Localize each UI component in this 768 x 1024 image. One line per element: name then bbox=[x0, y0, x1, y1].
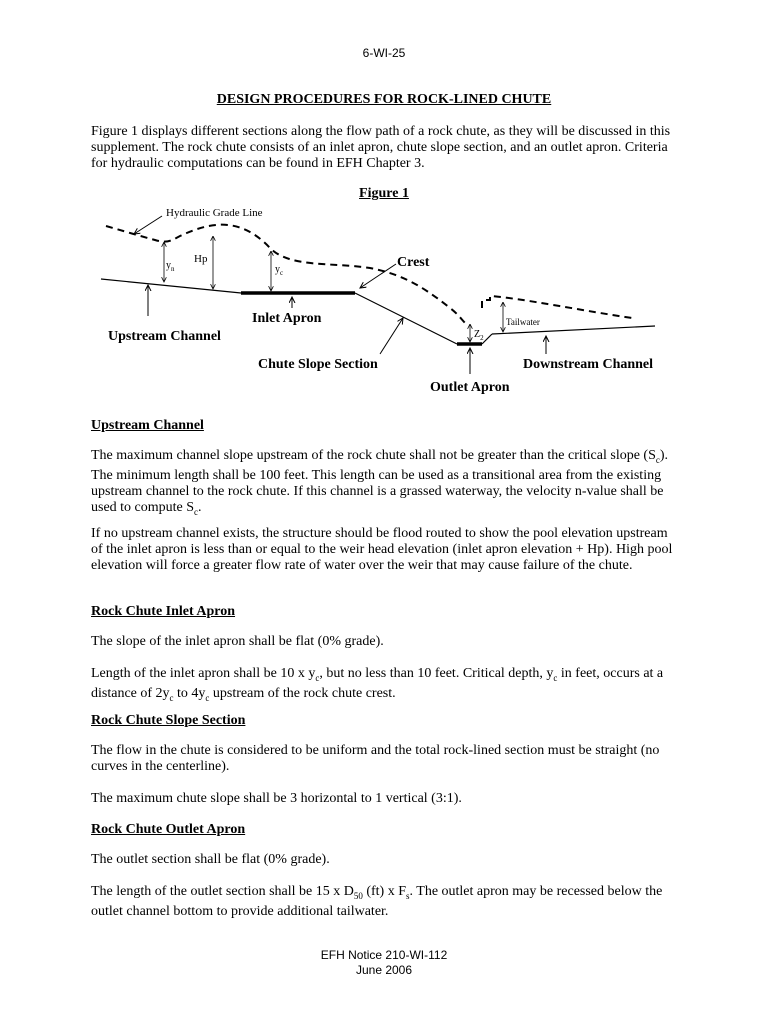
outlet-paragraph-1: The outlet section shall be flat (0% grade). bbox=[91, 852, 330, 867]
hp-label: Hp bbox=[194, 253, 208, 265]
crest-label: Crest bbox=[397, 255, 430, 270]
z2-label: $Z_2$ bbox=[474, 329, 484, 342]
upstream-paragraph-2: If no upstream channel exists, the structure should be flood routed to show the pool elevation upstream of the inlet apron is less than or equal to the weir head elevation (inlet apron elevation + Hp). High pool elevation will force a greater flow rate of water over the weir that may cause failure of the chute. bbox=[91, 526, 673, 573]
document-title: DESIGN PROCEDURES FOR ROCK-LINED CHUTE bbox=[216, 92, 552, 107]
yn-label: $y_n$ bbox=[166, 260, 175, 273]
upstream-paragraph-1: The maximum channel slope upstream of the rock chute shall not be greater than the critical slope $(S_c)$. The minimum length shall be 100 feet. This length can be used as a transitional area from the existing upstream channel to the rock chute. If this channel is a grassed waterway, the velocity n-value shall be used to compute $S_c$. bbox=[91, 448, 669, 517]
chute-slope-line bbox=[355, 293, 457, 344]
intro-paragraph: Figure 1 displays different sections along the flow path of a rock chute, as they will be discussed in this supplement. The rock chute consists of an inlet apron, chute slope section, and an outlet apron. Criteria for hydraulic computations can be found in EFH Chapter 3. bbox=[91, 124, 671, 171]
hgl-label: Hydraulic Grade Line bbox=[166, 207, 263, 219]
tailwater-label: Tailwater bbox=[506, 317, 540, 327]
outlet-apron-label: Outlet Apron bbox=[430, 380, 510, 395]
outlet-paragraph-2: The length of the outlet section shall be 15 x $D_{50}$ (ft) x $F_s$. The outlet apron may be recessed below the outlet channel bottom to provide additional tailwater. bbox=[91, 884, 663, 919]
heading-outlet-apron: Rock Chute Outlet Apron bbox=[91, 822, 246, 837]
heading-slope-section: Rock Chute Slope Section bbox=[91, 713, 246, 728]
downstream-channel-line bbox=[492, 326, 655, 334]
figure-title: Figure 1 bbox=[359, 186, 409, 201]
slope-paragraph-2: The maximum chute slope shall be 3 horizontal to 1 vertical (3:1). bbox=[91, 791, 462, 806]
upstream-channel-line bbox=[101, 279, 241, 293]
hydraulic-grade-line bbox=[106, 225, 632, 324]
footer-notice: EFH Notice 210-WI-112 bbox=[320, 948, 448, 962]
rock-chute-diagram bbox=[0, 196, 768, 406]
heading-inlet-apron: Rock Chute Inlet Apron bbox=[91, 604, 236, 619]
inlet-paragraph-2: Length of the inlet apron shall be 10 x $y_c$, but no less than 10 feet. Critical depth, $y_c$ in feet, occurs at a distance of $2y_c$ to $4y_c$ upstream of the rock chute crest. bbox=[91, 666, 664, 703]
downstream-channel-label: Downstream Channel bbox=[523, 357, 654, 372]
inlet-apron-label: Inlet Apron bbox=[252, 311, 322, 326]
chute-slope-label: Chute Slope Section bbox=[258, 357, 378, 372]
upstream-channel-label: Upstream Channel bbox=[108, 329, 221, 344]
yc-label: $y_c$ bbox=[275, 264, 284, 277]
inlet-paragraph-1: The slope of the inlet apron shall be flat (0% grade). bbox=[91, 634, 384, 649]
heading-upstream-channel: Upstream Channel bbox=[91, 418, 204, 433]
footer-date: June 2006 bbox=[355, 963, 413, 977]
page-number: 6-WI-25 bbox=[362, 46, 406, 60]
slope-paragraph-1: The flow in the chute is considered to be uniform and the total rock-lined section must be straight (no curves in the centerline). bbox=[91, 743, 660, 774]
